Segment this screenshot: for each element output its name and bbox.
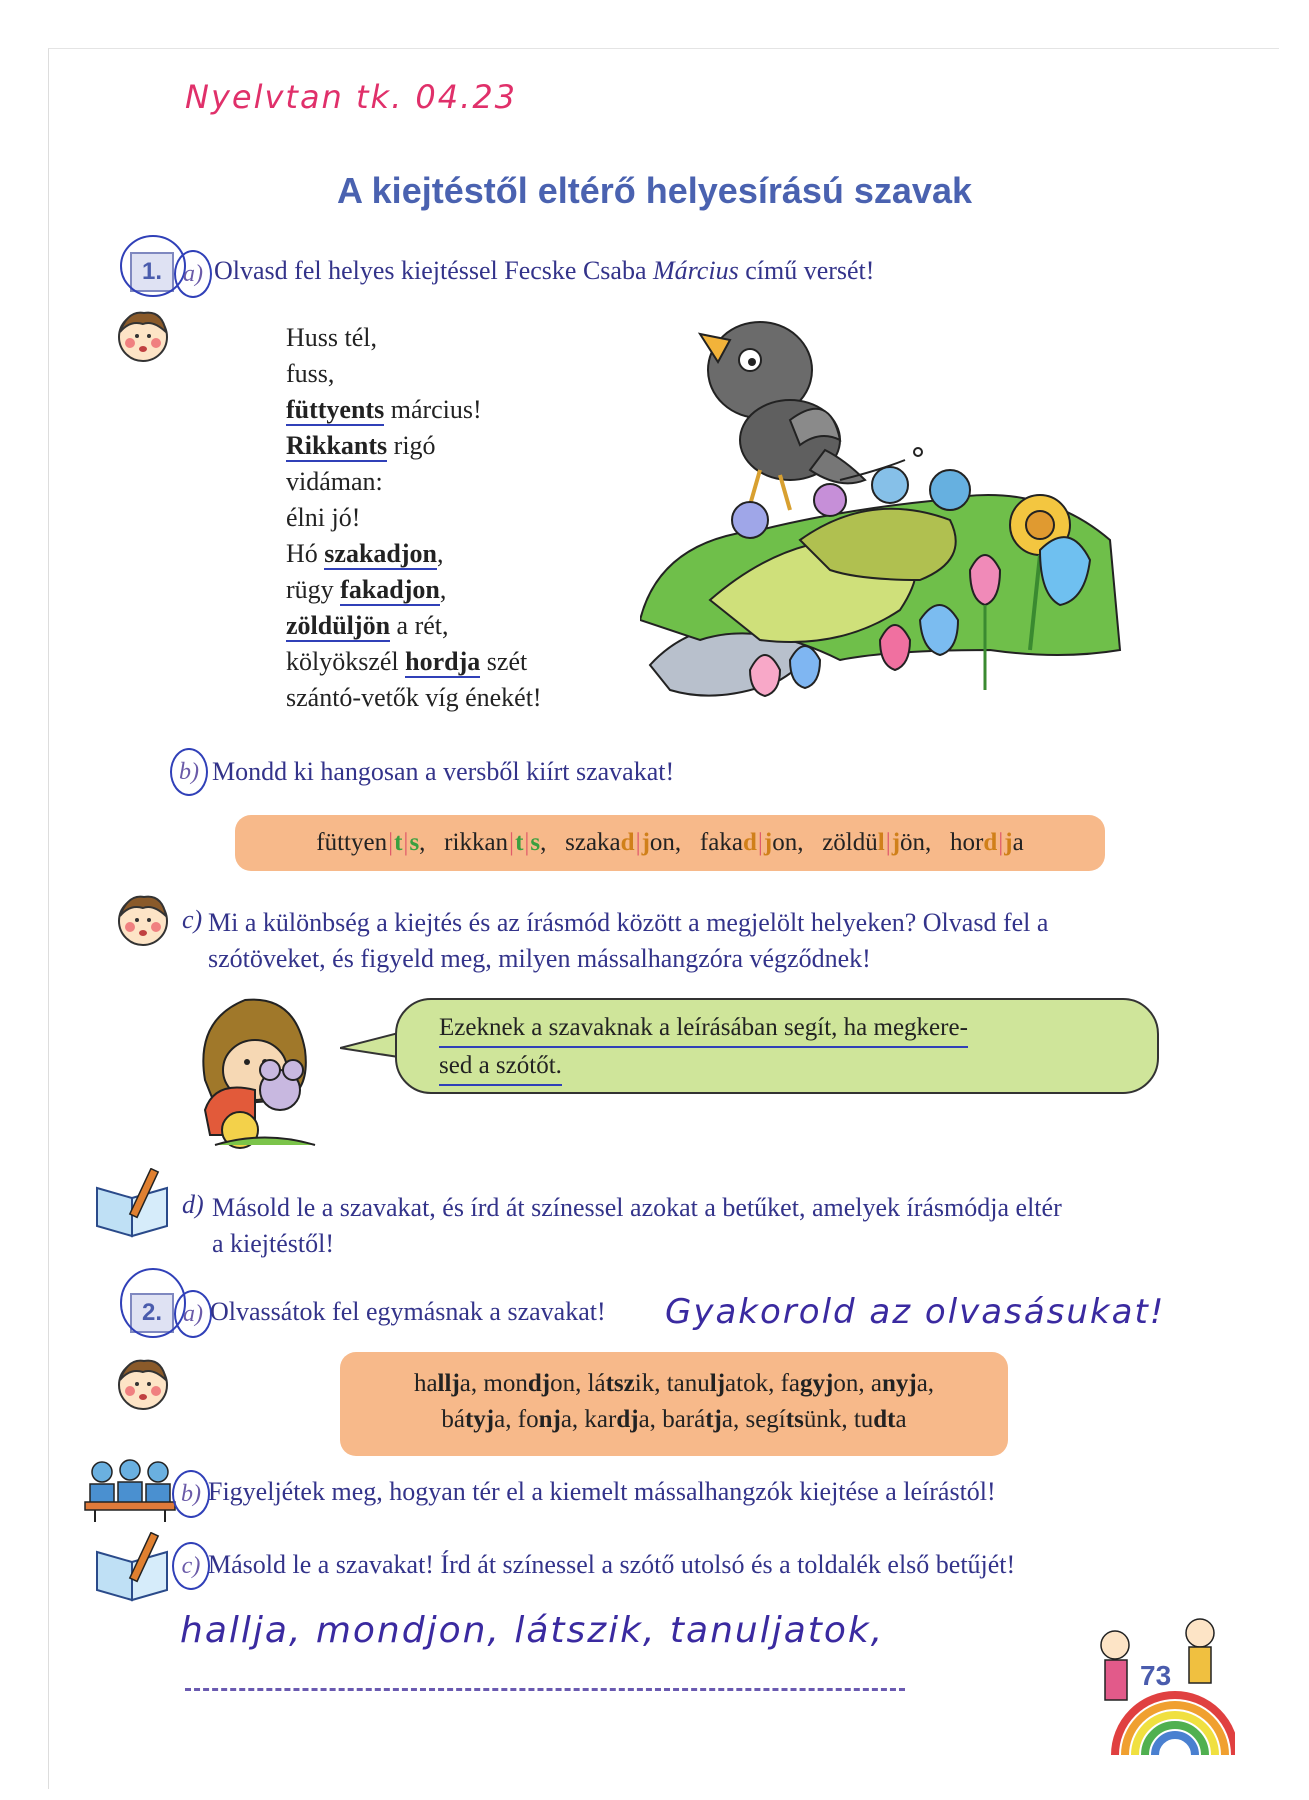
task1-number: 1. [130,252,174,292]
word-part: a, [721,1406,740,1433]
highlighted-consonants: gyj [800,1370,834,1397]
poem-line: füttyents március! [286,395,482,424]
poem-line: élni jó! [286,503,361,532]
word-part: a [895,1406,907,1433]
poem-line: Rikkants rigó [286,431,436,460]
task1b-instruction: Mondd ki hangosan a versből kiírt szavakat! [212,757,675,786]
words-line-2 [340,1402,1008,1438]
word-part: fo [511,1406,539,1433]
word-part: a, [560,1406,579,1433]
highlighted-consonants: nyj [881,1370,917,1397]
task2b-instruction: Figyeljétek meg, hogyan tér el a kiemelt mássalhangzók kiejtése a leírástól! [208,1477,996,1506]
word-part: kar [578,1406,617,1433]
handwritten-answer-2c: hallja, mondjon, látszik, tanuljatok, [180,1610,885,1651]
task2a-instruction: Olvassátok fel egymásnak a szavakat! [210,1297,606,1326]
poem-line: szántó-vetők víg énekét! [286,683,542,712]
words-line-1 [340,1366,1008,1402]
page-number: 73 [1140,1660,1172,1691]
poem-line: fuss, [286,359,335,388]
word-part: ünk, [803,1406,848,1433]
speech-bubble [395,998,1159,1094]
book-pencil-icon [92,1532,172,1602]
poem-line: kölyökszél hordja szét [286,647,528,676]
word-part: ha [413,1370,438,1397]
book-pencil-icon [92,1168,172,1238]
child-face-icon [108,1352,178,1414]
highlighted-consonants: tyj [464,1406,495,1433]
child-face-icon [108,304,178,366]
word-part: tanu [660,1370,710,1397]
bird-garden-illustration [640,320,1130,740]
word-part: fa [774,1370,801,1397]
bubble-text-line: Ezeknek a szavaknak a leírásában segít, ha megkere- [439,1010,968,1048]
bubble-text-line: sed a szótőt. [439,1048,562,1086]
poem-line: vidáman: [286,467,383,496]
bird-icon [700,322,865,510]
word-part: on, [550,1370,582,1397]
task1c-letter: c) [182,905,203,934]
poem [286,320,542,716]
poem-line: rügy fakadjon, [286,575,447,604]
poem-line: Hó szakadjon, [286,539,444,568]
word-part: a, [638,1406,656,1433]
task1b-letter: b) [170,748,208,796]
word-part: a [864,1370,882,1397]
highlighted-consonants: dj [527,1370,551,1397]
highlighted-consonants: llj [437,1370,460,1397]
highlighted-consonants: dj [616,1406,639,1433]
hedgehog-mouse-illustration [185,990,325,1150]
page-title: A kiejtéstől eltérő helyesírású szavak [337,170,972,211]
highlighted-consonants: nj [538,1406,561,1433]
word-part: a, [916,1370,935,1397]
poem-line: zöldüljön a rét, [286,611,449,640]
handwritten-note: Nyelvtan tk. 04.23 [185,78,518,116]
task1a-instruction: Olvasd fel helyes kiejtéssel Fecske Csaba Március című versét! [214,256,875,285]
task2c-letter: c) [172,1542,210,1590]
highlighted-consonants: ts [785,1406,804,1433]
word-part: atok, [725,1370,775,1397]
highlighted-consonants: lj [709,1370,726,1397]
word-part: mon [477,1370,528,1397]
task1a-letter: a) [174,250,212,298]
task1-words-box: füttyen|t|s, rikkan|t|s, szakad|jon, fakad|jon, zöldül|jön, hord|ja [235,815,1105,871]
handwritten-answer-2a: Gyakorold az olvasásukat! [665,1292,1166,1332]
word-part: ik, [634,1370,661,1397]
word-part: on, [833,1370,865,1397]
child-face-icon [108,888,178,950]
group-work-icon [80,1458,180,1524]
poem-line: Huss tél, [286,323,377,352]
task2c-instruction: Másold le a szavakat! Írd át színessel a szótő utolsó és a toldalék első betűjét! [208,1550,1016,1579]
task1d-instruction: Másold le a szavakat, és írd át színessel azokat a betűket, amelyek írásmódja eltér a kiejtéstől! [212,1193,1062,1258]
handwritten-dotted-line [185,1688,905,1691]
word-part: segí [739,1406,786,1433]
word-part: tu [847,1406,874,1433]
task2a-letter: a) [174,1290,212,1338]
task2-number: 2. [130,1293,174,1333]
highlighted-consonants: tj [705,1406,722,1433]
task1c-instruction: Mi a különbség a kiejtés és az írásmód között a megjelölt helyeken? Olvasd fel a szótöveket, és figyeld meg, milyen mássalhangzóra végződnek! [208,908,1049,973]
task2-words-box [340,1352,1008,1456]
word-part: bá [441,1406,465,1433]
word-part: lá [581,1370,606,1397]
word-part: bará [655,1406,706,1433]
word-part: a, [494,1406,512,1433]
highlighted-consonants: dt [873,1406,896,1433]
task2b-letter: b) [172,1470,210,1518]
highlighted-consonants: tsz [605,1370,635,1397]
word-part: a, [459,1370,478,1397]
task1d-letter: d) [182,1190,204,1219]
